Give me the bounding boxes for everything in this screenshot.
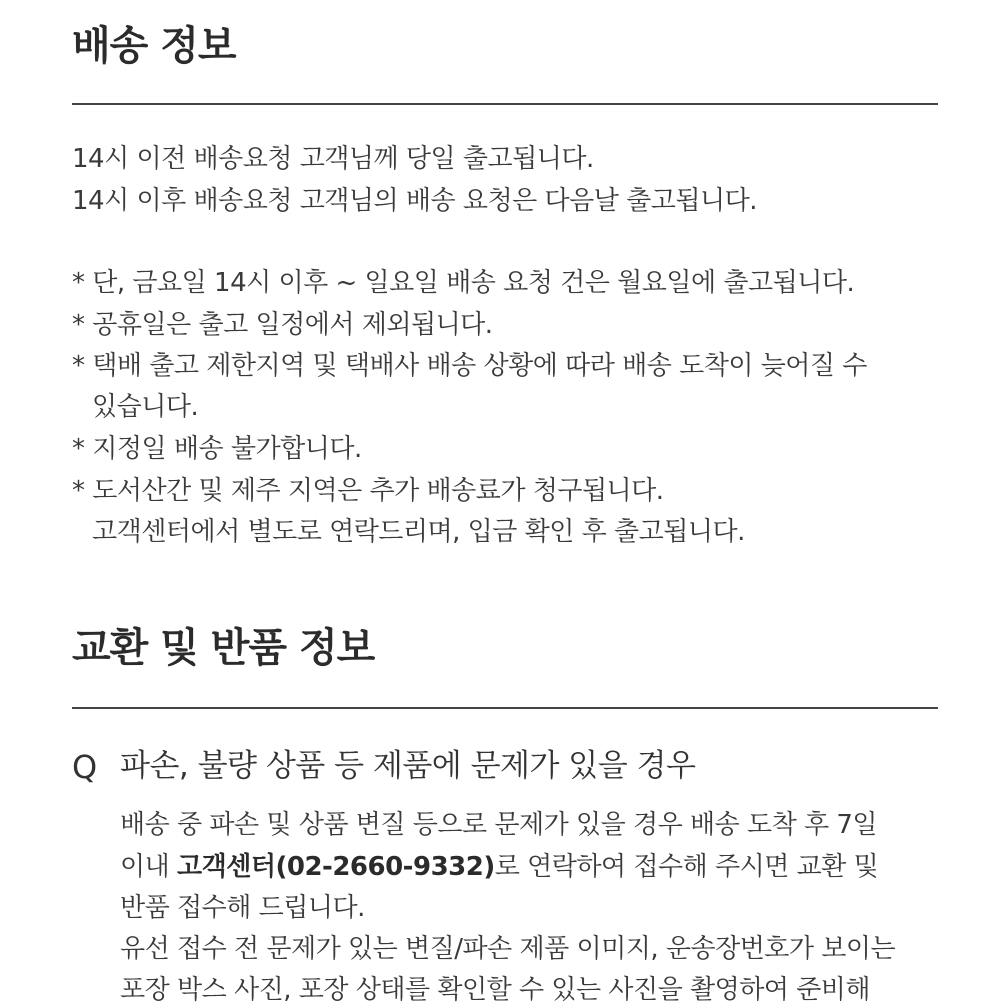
faq-answer-line-2-post: 로 연락하여 접수해 주시면 교환 및 xyxy=(494,852,879,882)
shipping-line-1: 14시 이전 배송요청 고객님께 당일 출고됩니다. xyxy=(72,144,594,174)
shipping-divider xyxy=(72,103,938,105)
shipping-note-restricted-cont: 있습니다. xyxy=(92,392,199,422)
shipping-line-2: 14시 이후 배송요청 고객님의 배송 요청은 다음날 출고됩니다. xyxy=(72,186,757,216)
faq-answer-line-1: 배송 중 파손 및 상품 변질 등으로 문제가 있을 경우 배송 도착 후 7일 xyxy=(120,810,877,840)
faq-answer-line-4: 유선 접수 전 문제가 있는 변질/파손 제품 이미지, 운송장번호가 보이는 xyxy=(120,934,896,964)
shipping-note-island: * 도서산간 및 제주 지역은 추가 배송료가 청구됩니다. xyxy=(72,476,664,506)
faq-answer-line-2-pre: 이내 xyxy=(120,852,177,882)
shipping-note-weekend: * 단, 금요일 14시 이후 ~ 일요일 배송 요청 건은 월요일에 출고됩니다. xyxy=(72,268,855,298)
customer-center-phone: 고객센터(02-2660-9332) xyxy=(177,852,495,882)
shipping-note-restricted: * 택배 출고 제한지역 및 택배사 배송 상황에 따라 배송 도착이 늦어질 수 xyxy=(72,351,867,381)
faq-q-mark: Q xyxy=(72,748,98,786)
faq-question: 파손, 불량 상품 등 제품에 문제가 있을 경우 xyxy=(120,748,696,784)
returns-section-title: 교환 및 반품 정보 xyxy=(72,625,375,671)
shipping-note-no-date: * 지정일 배송 불가합니다. xyxy=(72,434,362,464)
shipping-note-island-cont: 고객센터에서 별도로 연락드리며, 입금 확인 후 출고됩니다. xyxy=(92,517,745,547)
shipping-note-holiday: * 공휴일은 출고 일정에서 제외됩니다. xyxy=(72,310,493,340)
faq-answer-line-5: 포장 박스 사진, 포장 상태를 확인할 수 있는 사진을 촬영하여 준비해 xyxy=(120,975,871,1005)
shipping-section-title: 배송 정보 xyxy=(72,23,236,69)
returns-divider xyxy=(72,707,938,709)
faq-answer-line-2 xyxy=(120,854,878,880)
faq-answer-line-3: 반품 접수해 드립니다. xyxy=(120,893,365,923)
